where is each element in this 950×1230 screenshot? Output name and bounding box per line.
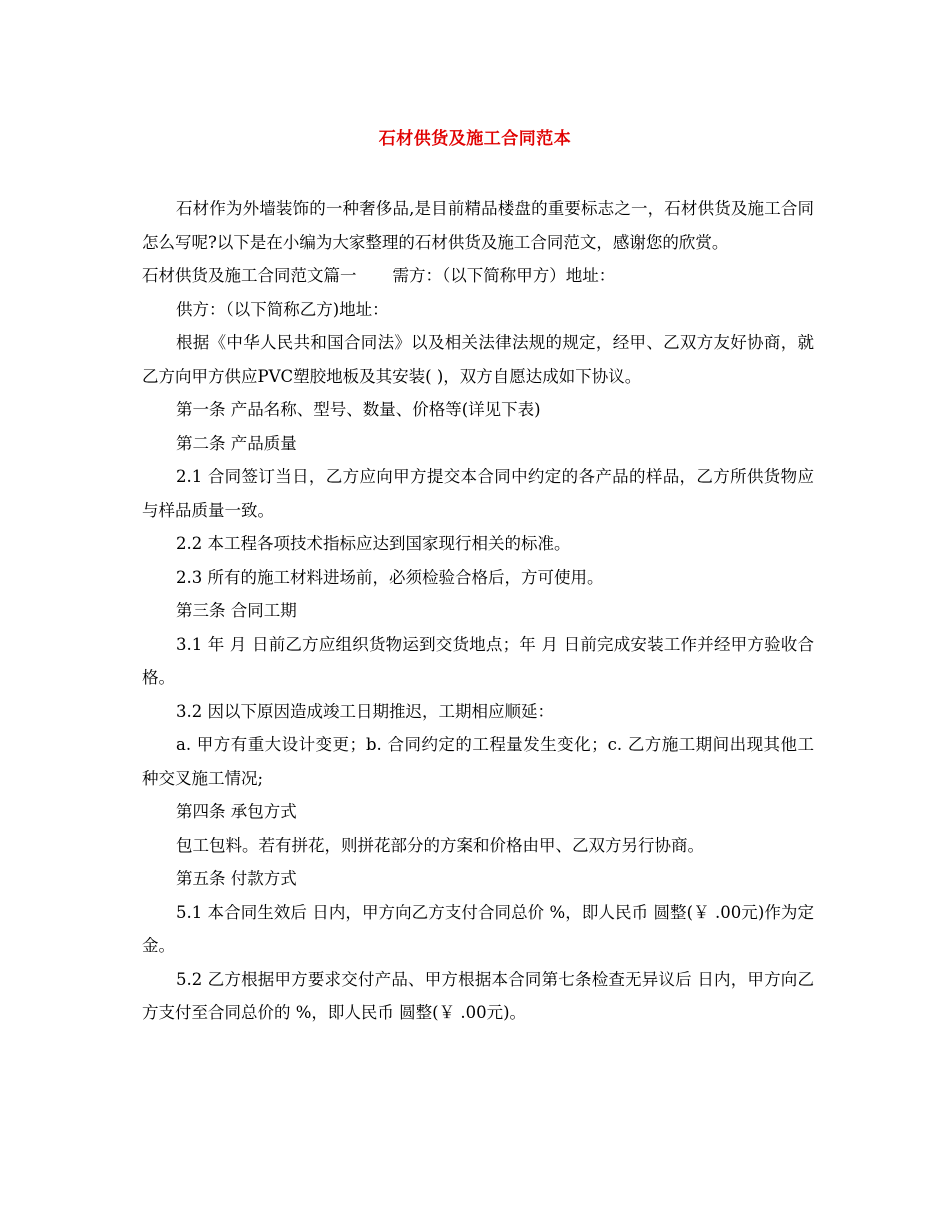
buyer-line: 需方：（以下简称甲方）地址： [392, 266, 616, 285]
intro-paragraph: 石材作为外墙装饰的一种奢侈品,是目前精品楼盘的重要标志之一，石材供货及施工合同怎么写呢?以下是在小编为大家整理的石材供货及施工合同范文，感谢您的欣赏。 [142, 199, 814, 252]
document-body [142, 192, 814, 1030]
article-2-heading: 第二条 产品质量 [176, 433, 297, 453]
clause-3-2-list: a. 甲方有重大设计变更；b. 合同约定的工程量发生变化；c. 乙方施工期间出现其他工种交叉施工情况; [142, 735, 814, 788]
clause-5-2: 5.2 乙方根据甲方要求交付产品、甲方根据本合同第七条检查无异议后 日内，甲方向乙方支付至合同总价的 %，即人民币 圆整(￥ .00元)。 [142, 969, 814, 1022]
supplier-line: 供方：（以下简称乙方)地址： [176, 299, 389, 319]
clause-5-1: 5.1 本合同生效后 日内，甲方向乙方支付合同总价 %，即人民币 圆整(￥ .00元)作为定金。 [142, 902, 814, 955]
article-3-heading: 第三条 合同工期 [176, 601, 297, 620]
article-4-heading: 第四条 承包方式 [176, 802, 297, 821]
clause-3-2: 3.2 因以下原因造成竣工日期推迟，工期相应顺延： [176, 701, 554, 721]
clause-2-2: 2.2 本工程各项技术指标应达到国家现行相关的标准。 [176, 534, 571, 553]
clause-2-3: 2.3 所有的施工材料进场前，必须检验合格后，方可使用。 [176, 567, 604, 587]
article-4-body: 包工包料。若有拼花，则拼花部分的方案和价格由甲、乙双方另行协商。 [176, 835, 704, 855]
clause-2-1: 2.1 合同签订当日，乙方应向甲方提交本合同中约定的各产品的样品，乙方所供货物应与样品质量一致。 [142, 467, 814, 520]
section-heading: 石材供货及施工合同范文篇一 [142, 266, 357, 285]
article-5-heading: 第五条 付款方式 [176, 869, 297, 888]
document-title: 石材供货及施工合同范本 [378, 129, 572, 149]
parties-heading [142, 259, 814, 293]
article-1-heading: 第一条 产品名称、型号、数量、价格等(详见下表) [176, 400, 541, 419]
legal-basis-paragraph: 根据《中华人民共和国合同法》以及相关法律法规的规定，经甲、乙双方友好协商，就乙方向甲方供应PVC塑胶地板及其安装( )，双方自愿达成如下协议。 [142, 333, 814, 386]
clause-3-1: 3.1 年 月 日前乙方应组织货物运到交货地点；年 月 日前完成安装工作并经甲方验收合格。 [142, 634, 814, 687]
